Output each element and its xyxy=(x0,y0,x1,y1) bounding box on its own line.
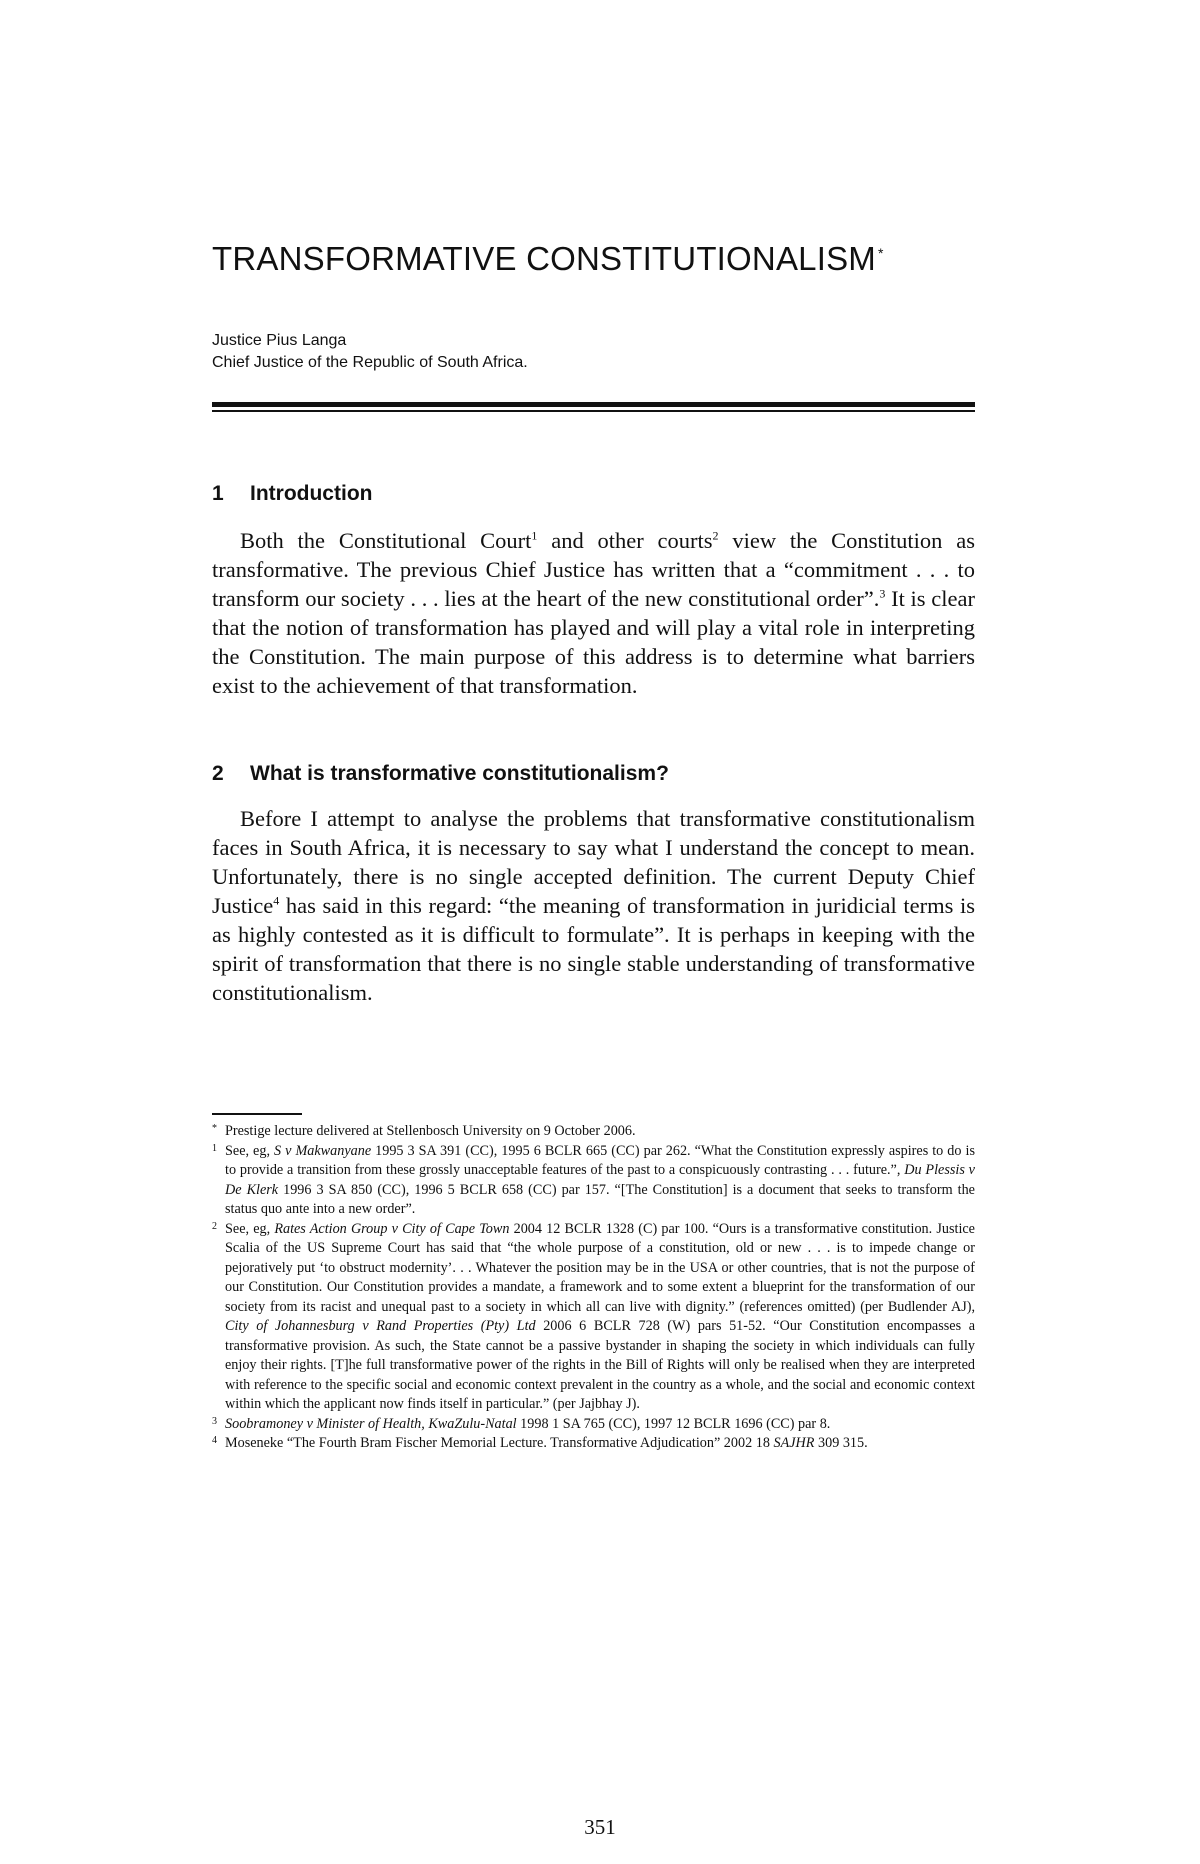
article-title xyxy=(212,240,884,278)
author-name: Justice Pius Langa xyxy=(212,332,347,349)
case-citation: Soobramoney v Minister of Health, KwaZulu-Natal xyxy=(225,1415,517,1432)
header-rule-thick xyxy=(212,402,975,407)
footnote-2 xyxy=(212,1220,975,1415)
section-title: Introduction xyxy=(250,482,373,505)
footnote-text: 1998 1 SA 765 (CC), 1997 12 BCLR 1696 (CC) par 8. xyxy=(516,1415,831,1432)
body-text: and other courts xyxy=(537,528,713,553)
case-citation: Du Plessis v De Klerk xyxy=(225,1162,975,1198)
what-is-paragraph xyxy=(212,804,975,1007)
body-text: Both the Constitutional Court xyxy=(240,528,532,553)
author-block xyxy=(212,330,528,374)
body-text: has said in this regard: “the meaning of transformation in juridicial terms is as highly contested as it is difficult to formulate”. It is perhaps in keeping with the spirit of transformation that there is no single stable understanding of transformative constitutionalism. xyxy=(212,893,975,1005)
footnote-mark: * xyxy=(212,1123,217,1134)
header-rule-thin xyxy=(212,410,975,412)
footnote-text: 2004 12 BCLR 1328 (C) par 100. “Ours is a transformative constitution. Justice Scalia of the US Supreme Court has said that “the whole purpose of a constitution, old or new . . . is to impede change or pejoratively put ‘to obstruct modernity’. . . Whatever the position may be in the USA or other countries, that is not the purpose of our Constitution. Our Constitution provides a mandate, a framework and to some extent a blueprint for the transformation of our society from its racist and unequal past to a society in which all can live with dignity.” (references omitted) (per Budlender AJ), xyxy=(225,1220,975,1315)
case-citation: Rates Action Group v City of Cape Town xyxy=(274,1220,510,1237)
section-heading-introduction xyxy=(212,482,372,506)
footnote-text: 2006 6 BCLR 728 (W) pars 51-52. “Our Constitution encompasses a transformative provision. As such, the State cannot be a passive bystander in shaping the society in which individuals can fully enjoy their rights. [T]he full transformative power of the rights in the Bill of Rights will only be realised when they are interpreted with reference to the specific social and economic context prevalent in the country as a whole, and the social and economic context within which the applicant now finds itself in particular.” (per Jajbhay J). xyxy=(225,1318,975,1412)
footnote-mark: 4 xyxy=(212,1435,217,1446)
footnote-text: Moseneke “The Fourth Bram Fischer Memorial Lecture. Transformative Adjudication” 2002 18 xyxy=(225,1435,774,1451)
body-text: Before I attempt to analyse the problems that transformative constitutionalism faces in South Africa, it is necessary to say what I understand the concept to mean. Unfortunately, there is no single accepted definition. The current Deputy Chief Justice xyxy=(212,806,975,918)
footnote-mark: 3 xyxy=(212,1415,217,1427)
footnote-text: 1995 3 SA 391 (CC), 1995 6 BCLR 665 (CC) par 262. “What the Constitution expressly aspires to do is to provide a transition from these grossly unacceptable features of the past to a conspicuously contrasting . . . future.”, xyxy=(225,1142,975,1178)
section-number: 2 xyxy=(212,762,224,785)
footnote-text: 309 315. xyxy=(814,1435,868,1451)
section-heading-what-is xyxy=(212,762,669,786)
footnotes xyxy=(212,1122,975,1454)
case-citation: S v Makwanyane xyxy=(274,1142,372,1159)
footnote-ref-1: 1 xyxy=(531,528,538,543)
author-role: Chief Justice of the Republic of South Africa. xyxy=(212,354,528,371)
title-footnote-mark: * xyxy=(877,245,884,261)
journal-citation: SAJHR xyxy=(773,1435,815,1451)
footnote-ref-3: 3 xyxy=(879,586,886,601)
footnote-3 xyxy=(212,1415,975,1435)
footnote-mark: 1 xyxy=(212,1142,217,1154)
article-title-text: TRANSFORMATIVE CONSTITUTIONALISM xyxy=(212,240,876,277)
footnote-1 xyxy=(212,1142,975,1220)
footnote-text: 1996 3 SA 850 (CC), 1996 5 BCLR 658 (CC) par 157. “[The Constitution] is a document that seeks to transform the status quo ante into a new order”. xyxy=(225,1181,975,1217)
footnote-4 xyxy=(212,1434,975,1454)
footnote-star xyxy=(212,1122,975,1142)
section-title: What is transformative constitutionalism? xyxy=(250,762,669,785)
footnote-separator xyxy=(212,1113,302,1115)
section-number: 1 xyxy=(212,482,224,505)
footnote-mark: 2 xyxy=(212,1220,217,1232)
footnote-text: See, eg, xyxy=(225,1220,275,1237)
footnote-ref-2: 2 xyxy=(712,528,719,543)
body-text: view the Constitution as transformative. The previous Chief Justice has written that a “commitment . . . to transform our society . . . lies at the heart of the new constitutional order”. xyxy=(212,528,975,611)
introduction-paragraph xyxy=(212,526,975,700)
case-citation: City of Johannesburg v Rand Properties (Pty) Ltd xyxy=(225,1318,536,1334)
footnote-ref-4: 4 xyxy=(273,893,280,908)
body-text: It is clear that the notion of transformation has played and will play a vital role in interpreting the Constitution. The main purpose of this address is to determine what barriers exist to the achievement of that transformation. xyxy=(212,586,975,698)
page-number: 351 xyxy=(584,1815,616,1839)
footnote-text: Prestige lecture delivered at Stellenbosch University on 9 October 2006. xyxy=(225,1123,636,1139)
footnote-text: See, eg, xyxy=(225,1142,275,1159)
